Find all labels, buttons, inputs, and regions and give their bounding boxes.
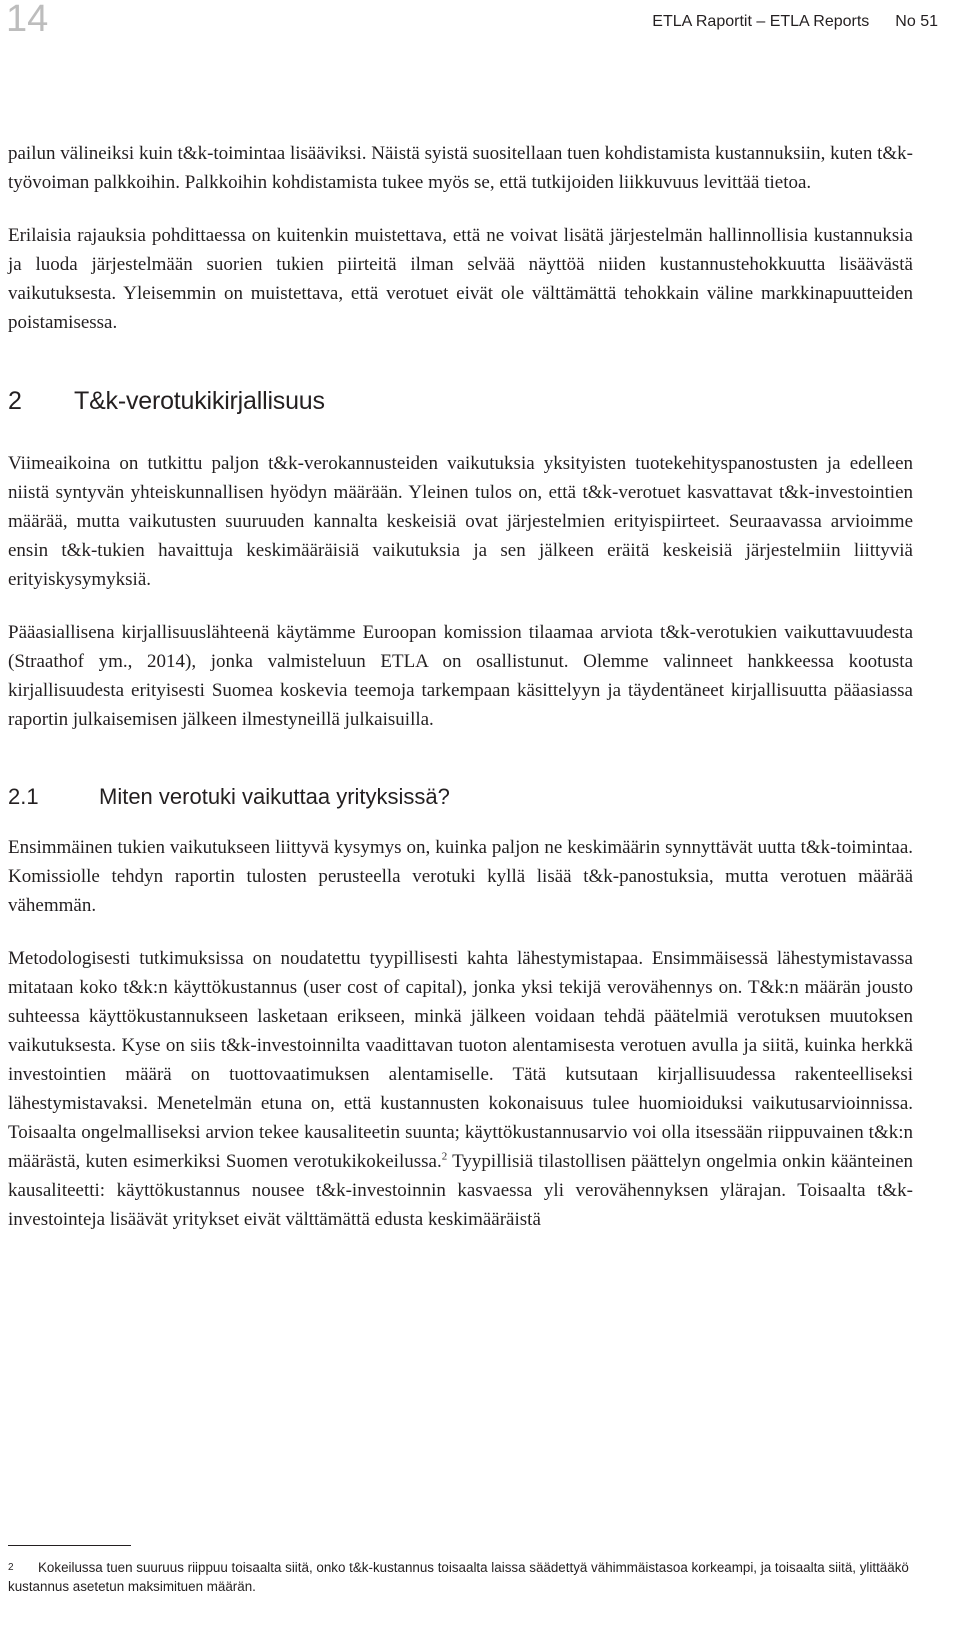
subsection-number: 2.1 (8, 784, 39, 809)
paragraph-sources: Pääasiallisena kirjallisuuslähteenä käytämme Euroopan komission tilaamaa arviota t&k-verotukien vaikuttavuudesta (Straathof ym., 2014), jonka valmisteluun ETLA on osallistunut. Olemme valinneet hankkeessa kootusta kirjallisuudesta erityisesti Suomea koskevia teemoja tarkempaan käsittelyyn ja täydentäneet kirjallisuutta pääasiassa raportin julkaisemisen jälkeen ilmestyneillä julkaisuilla. (8, 622, 913, 730)
section-heading (8, 384, 913, 418)
publication-name: ETLA Raportit – ETLA Reports (652, 13, 870, 30)
paragraph-literature-intro: Viimeaikoina on tutkittu paljon t&k-verokannusteiden vaikutuksia yksityisten tuotekehityspanostusten ja edelleen niistä syntyvän yhteiskunnallisen hyödyn määrään. Yleinen tulos on, että t&k-verotuet kasvattavat t&k-investointien määrää, mutta vaikutusten suuruuden kannalta keskeisiä ovat järjestelmien erityispiirteet. Seuraavassa arvioimme ensin t&k-tukien havaittuja keskimääräisiä vaikutuksia ja sen jälkeen eräitä keskeisiä järjestelmiin liittyviä erityiskysymyksiä. (8, 453, 913, 590)
page-number: 14 (6, 0, 49, 40)
paragraph-first-question: Ensimmäinen tukien vaikutukseen liittyvä kysymys on, kuinka paljon ne keskimäärin synnyttävät uutta t&k-toimintaa. Komissiolle tehdyn raportin tulosten perusteella verotuki kyllä lisää t&k-panostuksia, mutta verotuen määrää vähemmän. (8, 837, 913, 916)
footnote-mark: 2 (8, 1562, 14, 1573)
footnote-divider (8, 1545, 131, 1546)
page-body (8, 139, 913, 1258)
paragraph-limitations: Erilaisia rajauksia pohdittaessa on kuitenkin muistettava, että ne voivat lisätä järjestelmän hallinnollisia kustannuksia ja luoda järjestelmään suorien tukien piirteitä ilman selvää näyttöä niiden kustannustehokkuutta lisäävästä vaikutuksesta. Yleisemmin on muistettava, että verotuet eivät ole välttämättä tehokkain väline markkinapuutteiden poistamisessa. (8, 225, 913, 333)
methodology-text-b: Tyypillisiä tilastollisen päättelyn ongelmia onkin käänteinen kausaliteetti: käyttökustannus nousee t&k-investoinnin kasvaessa yli verovähennyksen ylärajan. Toisaalta t&k-investointeja lisäävät yritykset eivät välttämättä edusta keskimääräistä (8, 1151, 914, 1230)
footnote-text: Kokeilussa tuen suuruus riippuu toisaalta siitä, onko t&k-kustannus toisaalta laissa säädettyä vähimmäistasoa korkeampi, ja toisaalta siitä, ylittääkö kustannus asetetun maksimituen määrän. (8, 1560, 909, 1594)
paragraph-continued: pailun välineiksi kuin t&k-toimintaa lisääviksi. Näistä syistä suositellaan tuen kohdistamista kustannuksiin, kuten t&k-työvoiman palkkoihin. Palkkoihin kohdistamista tukee myös se, että tutkijoiden liikkuvuus levittää tietoa. (8, 143, 913, 193)
subsection-title: Miten verotuki vaikuttaa yrityksissä? (99, 784, 450, 809)
issue-number: No 51 (895, 13, 938, 30)
section-number: 2 (8, 387, 22, 415)
footnote (8, 1558, 913, 1596)
running-header (652, 13, 938, 31)
paragraph-methodology (8, 944, 913, 1234)
section-title: T&k-verotukikirjallisuus (74, 387, 325, 415)
methodology-text-a: Metodologisesti tutkimuksissa on noudatettu tyypillisesti kahta lähestymistapaa. Ensimmäisessä lähestymistavassa mitataan koko t&k:n käyttökustannus (user cost of capital), jonka yksi tekijä verovähennys on. T&k:n määrän jousto suhteessa käyttökustannukseen lasketaan erikseen, minkä jälkeen voidaan tehdä päätelmiä verotuksen muutoksen vaikutuksesta. Kyse on siis t&k-investoinnilta vaadittavan tuoton alentamisesta verotuen avulla ja siitä, kuinka herkkä investointien määrä on tuottovaatimuksen alentamiselle. Tätä kutsutaan kirjallisuudessa rakenteelliseksi lähestymistavaksi. Menetelmän etuna on, että kustannusten kokonaisuus tulee huomioiduksi vaikutusarvioinnissa. Toisaalta ongelmalliseksi arvion tekee kausaliteetin suunta; käyttökustannusarvio voi olla itsessään riippuvainen t&k:n määrästä, kuten esimerkiksi Suomen verotukikokeilussa. (8, 948, 913, 1172)
subsection-heading (8, 782, 913, 812)
footnote-reference: 2 (441, 1150, 448, 1163)
